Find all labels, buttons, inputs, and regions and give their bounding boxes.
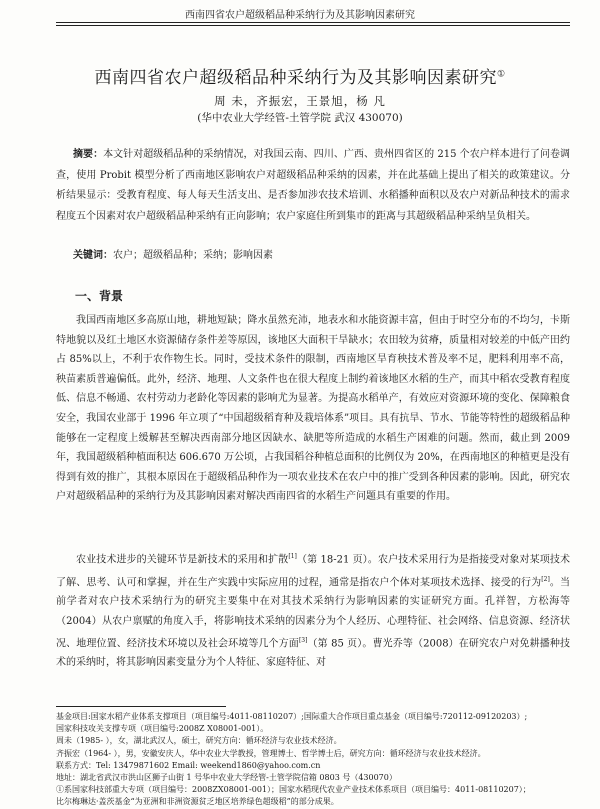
para2-part-a: 农业技术进步的关键环节是新技术的采用和扩散 (76, 554, 289, 566)
footnote-line: 齐振宏（1964- ），男，安徽安庆人，华中农业大学教授，管理博士、哲学博士后，研究方向：循环经济与农业技术经济。 (56, 748, 486, 758)
abstract-label: 摘要： (73, 149, 104, 160)
body-paragraph-1: 我国西南地区多高原山地，耕地短缺；降水虽然充沛，地表水和水能资源丰富，但由于时空分布的不均匀，卡斯特地貌以及红土地区水资源储存条件差等原因，该地区大面积干旱缺水；农田较为贫瘠，质量相对较差的中低产田约占 85%以上，不利于农作物生长。同时，受技术条件的限制，西南地区旱育秧技术普及率不足，肥料利用率不高，秧苗素质普遍偏低。此外，经济、地理、人文条件也在很大程度上制约着该地区水稻的生产，而其中稻农受教育程度低、信息不畅通、农村劳动力老龄化等因素的影响尤为显著。为提高水稻单产，有效应对资源环境的变化、保障粮食安全，我国农业部于 1996 年立项了“中国超级稻育种及栽培体系”项目。具有抗旱、节水、节能等特性的超级稻品种能够在一定程度上缓解甚至解决西南部分地区因缺水、缺肥等所造成的水稻生产困难的问题。然而，截止到 2009 年，我国超级稻种植面积达 606.670 万公顷，占我国稻谷种植总面积的比例仅为 20%，在西南地区的种植更是没有得到有效的推广，其根本原因在于超级稻品种作为一项农业技术在农户中的推广受到各种因素的影响。因此，研究农户对超级稻品种的采纳行为及其影响因素对解决西南四省的水稻生产问题具有重要的作用。 (56, 315, 570, 503)
para2-part-d: （第 85 页）。曹光乔等（2008）在研究农户对免耕播种技术的采纳时，将其影响因素变量分为个人特征、家庭特征、对 (56, 638, 571, 669)
citation-ref-3: [3] (298, 636, 308, 644)
footnote-line: 地址：湖北省武汉市洪山区狮子山街 1 号华中农业大学经管-土管学院信箱 0803 号（430070） (56, 773, 397, 783)
body-paragraph-2 (56, 547, 570, 673)
abstract-text: 本文针对超级稻品种的采纳情况，对我国云南、四川、广西、贵州四省区的 215 个农户样本进行了问卷调查，使用 Probit 模型分析了西南地区影响农户对超级稻品种采纳的因素，并在此基础上提出了相关的政策建议。分析结果显示：受教育程度、每人每天生活支出、是否参加涉农技术培训、水稻播种面积以及农户对新品种技术的需求程度五个因素对农户超级稻品种采纳有正向影响；农户家庭住所到集市的距离与其超级稻品种采纳呈负相关。 (56, 149, 571, 222)
citation-ref-1: [1] (288, 553, 297, 560)
para2-part-c: 。当前学者对农户技术采纳行为的研究主要集中在对其技术采纳行为影响因素的实证研究方面。孔祥智，方松海等（2004）从农户禀赋的角度入手，将影响技术采纳的因素分为个人经历、心理特征、社会网络、信息资源、经济状况、地理位置、经济技术环境以及社会环境等几个方面 (56, 576, 571, 650)
footnote-line: 国家科技攻关支撑专项（项目编号:2008Z X08001-001）。 (56, 724, 269, 734)
footnote-line: 基金项目:国家水稻产业体系支撑项目（项目编号:4011-08110207）;国际重大合作项目重点基金（项目编号:720112-09120203）; (56, 712, 528, 721)
keywords-label: 关键词： (73, 250, 113, 261)
footnote-line: ①系国家科技部重大专项（项目编号：2008ZX08001-001）；国家水稻现代农业产业技术体系项目（项目编号：4011-08110207）； (56, 785, 531, 795)
footnote-rule (56, 706, 226, 707)
header-rule-2 (56, 25, 570, 26)
paper-title (0, 63, 600, 88)
running-header: 西南四省农户超级稻品种采纳行为及其影响因素研究 (185, 10, 415, 21)
citation-ref-2: [2] (541, 575, 550, 583)
author-list: 周 未，齐振宏，王景旭，杨 凡 (214, 94, 386, 108)
footnote-line: 比尔梅琳达·盖茨基金“为亚洲和非洲资源贫乏地区培养绿色超级稻”的部分成果。 (56, 797, 339, 807)
affiliation: (华中农业大学经管-土管学院 武汉 430070) (197, 112, 403, 124)
title-note-mark: ① (496, 69, 506, 80)
section-heading: 一、背景 (75, 289, 124, 303)
keywords-text: 农户；超级稻品种；采纳；影响因素 (113, 250, 273, 261)
keywords (56, 246, 570, 261)
header-rule (56, 22, 570, 23)
footnote-line: 联系方式：Tel: 13479871602 Email: weekend1860@yahoo.com.cn (56, 760, 321, 770)
footnote-line: 周未（1985- ），女，湖北武汉人，硕士，研究方向：循环经济与农业技术经济。 (56, 736, 342, 746)
abstract (56, 145, 570, 227)
para2-part-b: （第 18-21 页）。农户技术采用行为是指接受对象对某项技术了解、思考、认可和掌握，并在生产实践中实际应用的过程，通常是指农户个体对某项技术选择、接受的行为 (56, 554, 570, 588)
paper-title-text: 西南四省农户超级稻品种采纳行为及其影响因素研究 (94, 68, 497, 88)
footnotes (56, 711, 570, 809)
